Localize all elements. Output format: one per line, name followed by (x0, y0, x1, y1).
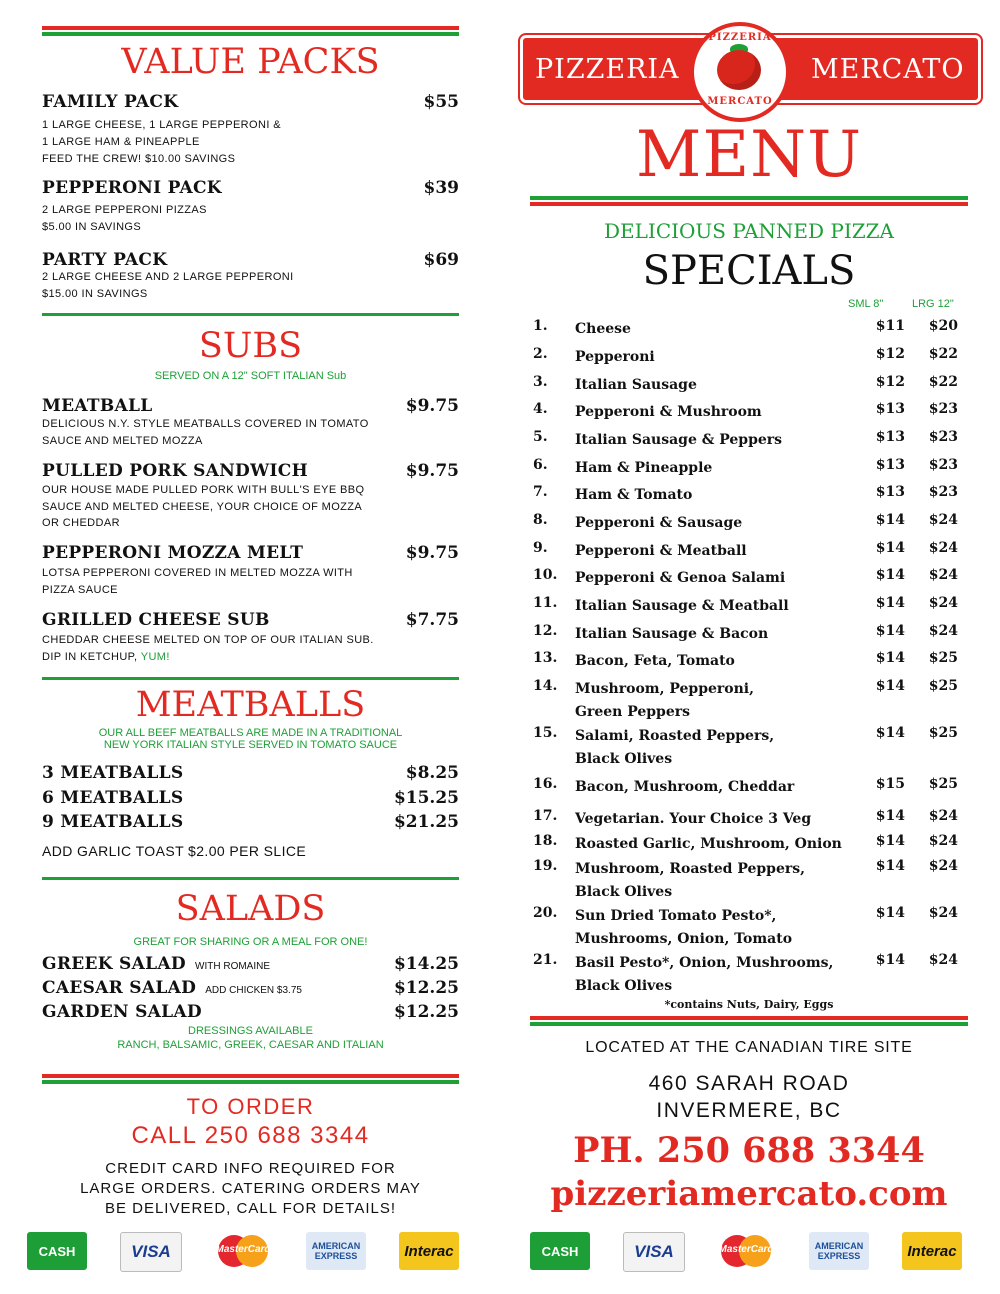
salad-price: $12.25 (393, 978, 459, 998)
specials-title: SPECIALS (642, 248, 856, 294)
special-name-line: Green Peppers (575, 704, 691, 720)
divider (42, 313, 459, 316)
special-name-line: Salami, Roasted Peppers, (575, 728, 775, 744)
item-price: $9.75 (405, 396, 459, 416)
special-name-line: Vegetarian. Your Choice 3 Veg (575, 811, 812, 827)
special-number: 14. (533, 678, 558, 694)
item-desc: DELICIOUS N.Y. STYLE MEATBALLS COVERED IN TOMATO (42, 418, 369, 430)
special-price-small: $14 (875, 512, 905, 528)
special-name (575, 484, 845, 507)
special-number: 18. (533, 833, 558, 849)
special-number: 9. (533, 540, 548, 556)
item-desc: LOTSA PEPPERONI COVERED IN MELTED MOZZA WITH (42, 567, 353, 579)
special-price-large: $25 (928, 650, 958, 666)
item-desc: 2 LARGE PEPPERONI PIZZAS (42, 204, 207, 216)
special-row (530, 318, 960, 338)
special-number: 20. (533, 905, 558, 921)
address-line-2: INVERMERE, BC (656, 1099, 842, 1122)
mastercard-icon (213, 1232, 273, 1270)
special-number: 7. (533, 484, 548, 500)
special-price-large: $24 (928, 540, 958, 556)
salad-price: $12.25 (393, 1002, 459, 1022)
item-desc: SAUCE AND MELTED CHEESE, YOUR CHOICE OF MOZZA (42, 501, 363, 513)
item-name: PULLED PORK SANDWICH (42, 461, 308, 481)
item-desc: CHEDDAR CHEESE MELTED ON TOP OF OUR ITALIAN SUB. (42, 634, 374, 646)
menu-stripe (530, 196, 968, 206)
special-price-small: $14 (875, 567, 905, 583)
divider (42, 877, 459, 880)
special-price-large: $23 (928, 484, 958, 500)
item-desc: 1 LARGE HAM & PINEAPPLE (42, 136, 200, 148)
item-desc: 1 LARGE CHEESE, 1 LARGE PEPPERONI & (42, 119, 281, 131)
logo-tomato-emblem (690, 22, 790, 122)
special-name-line: Pepperoni (575, 349, 655, 365)
order-info-2: LARGE ORDERS. CATERING ORDERS MAY (80, 1180, 421, 1197)
amex-label-2: EXPRESS (314, 1251, 358, 1261)
special-price-large: $25 (928, 725, 958, 741)
special-number: 13. (533, 650, 558, 666)
special-price-large: $24 (928, 858, 958, 874)
special-name-line: Mushrooms, Onion, Tomato (575, 931, 793, 947)
salads-title: SALADS (175, 889, 326, 929)
item-name: MEATBALL (42, 396, 153, 416)
order-line-2: CALL 250 688 3344 (131, 1122, 370, 1149)
meatball-item-name: 3 MEATBALLS (42, 763, 184, 783)
item-desc: PIZZA SAUCE (42, 584, 118, 596)
visa-icon: VISA (120, 1232, 182, 1272)
special-price-small: $13 (875, 401, 905, 417)
special-price-small: $14 (875, 952, 905, 968)
item-desc: 2 LARGE CHEESE AND 2 LARGE PEPPERONI (42, 271, 294, 283)
specials-footnote: *contains Nuts, Dairy, Eggs (664, 998, 834, 1011)
mastercard-icon (716, 1232, 776, 1270)
subs-title: SUBS (198, 326, 303, 366)
special-price-large: $22 (928, 374, 958, 390)
special-number: 15. (533, 725, 558, 741)
logo-left-text: PIZZERIA (535, 54, 680, 85)
special-price-small: $12 (875, 374, 905, 390)
item-name: PEPPERONI MOZZA MELT (42, 543, 304, 563)
special-row (530, 457, 960, 477)
special-name-line: Italian Sausage (575, 377, 697, 393)
top-stripe-left (42, 26, 459, 36)
special-number: 3. (533, 374, 548, 390)
special-name-line: Ham & Tomato (575, 487, 693, 503)
divider (42, 677, 459, 680)
special-name-line: Ham & Pineapple (575, 460, 713, 476)
special-price-small: $14 (875, 540, 905, 556)
meatballs-subtitle-1: OUR ALL BEEF MEATBALLS ARE MADE IN A TRADITIONAL (98, 727, 403, 739)
mastercard-label: MasterCard (718, 1244, 774, 1255)
special-price-large: $23 (928, 457, 958, 473)
salad-suffix: WITH ROMAINE (195, 961, 271, 972)
salads-subtitle: GREAT FOR SHARING OR A MEAL FOR ONE! (133, 936, 368, 948)
special-number: 4. (533, 401, 548, 417)
special-name (575, 776, 845, 799)
bottom-stripe-left (42, 1074, 459, 1084)
meatballs-title: MEATBALLS (135, 685, 366, 725)
col-header-small: SML 8" (848, 298, 884, 310)
amex-label-1: AMERICAN (814, 1241, 864, 1251)
special-number: 5. (533, 429, 548, 445)
special-row (530, 401, 960, 421)
item-name: PARTY PACK (42, 250, 168, 270)
logo-circle-top: PIZZERIA (708, 32, 772, 43)
special-price-large: $20 (928, 318, 958, 334)
special-number: 12. (533, 623, 558, 639)
special-row (530, 429, 960, 449)
special-number: 17. (533, 808, 558, 824)
specials-tagline: DELICIOUS PANNED PIZZA (604, 219, 894, 243)
special-price-small: $11 (875, 318, 905, 334)
special-row (530, 833, 960, 853)
special-price-large: $22 (928, 346, 958, 362)
subs-subtitle: SERVED ON A 12" SOFT ITALIAN Sub (154, 370, 347, 382)
item-price: $39 (423, 178, 459, 198)
location-site: LOCATED AT THE CANADIAN TIRE SITE (585, 1039, 913, 1056)
item-name: FAMILY PACK (42, 92, 179, 112)
special-name-line: Black Olives (575, 978, 673, 994)
special-row (530, 540, 960, 560)
special-name (575, 429, 845, 452)
special-number: 2. (533, 346, 548, 362)
special-name (575, 567, 845, 590)
special-row (530, 776, 960, 796)
special-number: 11. (533, 595, 558, 611)
amex-label-2: EXPRESS (817, 1251, 861, 1261)
special-price-large: $23 (928, 429, 958, 445)
item-price: $9.75 (405, 461, 459, 481)
special-name-line: Mushroom, Pepperoni, (575, 681, 754, 697)
special-name-line: Roasted Garlic, Mushroom, Onion (575, 836, 842, 852)
interac-icon: Interac (399, 1232, 459, 1270)
special-name-line: Pepperoni & Mushroom (575, 404, 762, 420)
special-name (575, 952, 845, 998)
special-name-line: Bacon, Mushroom, Cheddar (575, 779, 795, 795)
special-row (530, 650, 960, 670)
special-row (530, 484, 960, 504)
special-name-line: Mushroom, Roasted Peppers, (575, 861, 805, 877)
address-line-1: 460 SARAH ROAD (648, 1072, 850, 1095)
interac-icon: Interac (902, 1232, 962, 1270)
special-name (575, 374, 845, 397)
special-number: 1. (533, 318, 548, 334)
special-price-small: $13 (875, 484, 905, 500)
salad-caesar (42, 978, 459, 998)
special-name-line: Pepperoni & Sausage (575, 515, 743, 531)
special-price-large: $24 (928, 952, 958, 968)
special-row (530, 512, 960, 532)
salad-name: GREEK SALAD (42, 954, 186, 974)
special-name (575, 318, 845, 341)
special-number: 16. (533, 776, 558, 792)
dressings-label: DRESSINGS AVAILABLE (188, 1025, 313, 1037)
order-info-3: BE DELIVERED, CALL FOR DETAILS! (104, 1200, 397, 1217)
dressings-list: RANCH, BALSAMIC, GREEK, CAESAR AND ITALIAN (117, 1039, 384, 1051)
item-desc: $5.00 IN SAVINGS (42, 221, 142, 233)
special-price-small: $14 (875, 595, 905, 611)
special-row (530, 595, 960, 615)
special-name-line: Pepperoni & Genoa Salami (575, 570, 786, 586)
special-price-large: $24 (928, 567, 958, 583)
meatball-item-price: $21.25 (393, 812, 459, 832)
item-price: $69 (423, 250, 459, 270)
mastercard-label: MasterCard (215, 1244, 271, 1255)
special-number: 6. (533, 457, 548, 473)
special-name (575, 512, 845, 535)
amex-label-1: AMERICAN (311, 1241, 361, 1251)
item-desc-last (42, 649, 170, 666)
special-row (530, 623, 960, 643)
special-name-line: Sun Dried Tomato Pesto*, (575, 908, 777, 924)
item-desc: SAUCE AND MELTED MOZZA (42, 435, 203, 447)
item-desc-yum: YUM! (140, 651, 170, 663)
special-number: 21. (533, 952, 558, 968)
item-name: GRILLED CHEESE SUB (42, 610, 270, 630)
cash-icon: CASH (27, 1232, 87, 1270)
meatball-item-name: 9 MEATBALLS (42, 812, 184, 832)
meatball-item-price: $15.25 (393, 788, 459, 808)
item-price: $55 (423, 92, 459, 112)
special-price-large: $24 (928, 905, 958, 921)
visa-icon: VISA (623, 1232, 685, 1272)
special-name (575, 623, 845, 646)
special-price-large: $24 (928, 512, 958, 528)
special-price-small: $14 (875, 725, 905, 741)
salad-price: $14.25 (393, 954, 459, 974)
special-price-large: $23 (928, 401, 958, 417)
special-name (575, 650, 845, 673)
special-price-large: $24 (928, 623, 958, 639)
item-desc: OUR HOUSE MADE PULLED PORK WITH BULL'S EYE BBQ (42, 484, 365, 496)
special-name (575, 678, 845, 724)
cash-icon: CASH (530, 1232, 590, 1270)
meatballs-note: ADD GARLIC TOAST $2.00 PER SLICE (42, 843, 307, 859)
special-price-small: $14 (875, 833, 905, 849)
special-price-large: $25 (928, 776, 958, 792)
salad-garden (42, 1002, 459, 1022)
special-row (530, 725, 960, 767)
special-name (575, 725, 845, 771)
special-name-line: Italian Sausage & Bacon (575, 626, 769, 642)
special-name-line: Black Olives (575, 884, 673, 900)
special-price-small: $14 (875, 650, 905, 666)
special-row (530, 858, 960, 900)
meatball-item-price: $8.25 (405, 763, 459, 783)
special-name-line: Basil Pesto*, Onion, Mushrooms, (575, 955, 834, 971)
logo-right-text: MERCATO (811, 54, 965, 85)
amex-icon (306, 1232, 366, 1270)
special-row (530, 952, 960, 994)
phone-number: PH. 250 688 3344 (573, 1130, 925, 1171)
special-row (530, 567, 960, 587)
order-line-1: TO ORDER (186, 1094, 315, 1119)
special-name (575, 401, 845, 424)
special-name-line: Italian Sausage & Meatball (575, 598, 789, 614)
special-number: 19. (533, 858, 558, 874)
item-price: $9.75 (405, 543, 459, 563)
meatballs-subtitle-2: NEW YORK ITALIAN STYLE SERVED IN TOMATO SAUCE (103, 739, 398, 751)
special-price-large: $24 (928, 833, 958, 849)
special-name (575, 858, 845, 904)
location-stripe (530, 1016, 968, 1026)
special-price-small: $14 (875, 905, 905, 921)
salad-suffix: ADD CHICKEN $3.75 (205, 985, 302, 996)
special-row (530, 905, 960, 947)
order-info-1: CREDIT CARD INFO REQUIRED FOR (105, 1160, 396, 1177)
tomato-icon (717, 50, 761, 90)
special-price-small: $12 (875, 346, 905, 362)
special-price-small: $14 (875, 623, 905, 639)
special-price-small: $14 (875, 678, 905, 694)
special-name-line: Italian Sausage & Peppers (575, 432, 783, 448)
special-number: 10. (533, 567, 558, 583)
special-name-line: Cheese (575, 321, 631, 337)
special-name (575, 905, 845, 951)
special-name (575, 808, 845, 831)
menu-title: MENU (635, 118, 863, 192)
item-desc: $15.00 IN SAVINGS (42, 288, 148, 300)
special-price-large: $24 (928, 808, 958, 824)
amex-icon (809, 1232, 869, 1270)
special-number: 8. (533, 512, 548, 528)
item-price: $7.75 (405, 610, 459, 630)
website-link[interactable]: pizzeriamercato.com (550, 1174, 948, 1214)
special-price-small: $13 (875, 429, 905, 445)
salad-name: GARDEN SALAD (42, 1002, 202, 1022)
special-name (575, 833, 845, 856)
special-name (575, 457, 845, 480)
special-row (530, 678, 960, 720)
logo-circle-bottom: MERCATO (707, 96, 773, 107)
special-name (575, 595, 845, 618)
special-price-small: $13 (875, 457, 905, 473)
special-price-large: $24 (928, 595, 958, 611)
value-packs-title: VALUE PACKS (121, 42, 380, 82)
special-row (530, 374, 960, 394)
item-name: PEPPERONI PACK (42, 178, 222, 198)
item-desc: OR CHEDDAR (42, 517, 120, 529)
special-name (575, 540, 845, 563)
special-price-small: $15 (875, 776, 905, 792)
special-price-small: $14 (875, 858, 905, 874)
salad-greek (42, 954, 459, 974)
special-row (530, 346, 960, 366)
special-price-small: $14 (875, 808, 905, 824)
salad-name: CAESAR SALAD (42, 978, 197, 998)
special-name (575, 346, 845, 369)
item-desc: FEED THE CREW! $10.00 SAVINGS (42, 153, 236, 165)
special-name-line: Bacon, Feta, Tomato (575, 653, 735, 669)
meatball-item-name: 6 MEATBALLS (42, 788, 184, 808)
special-row (530, 808, 960, 828)
special-name-line: Black Olives (575, 751, 673, 767)
special-price-large: $25 (928, 678, 958, 694)
col-header-large: LRG 12" (912, 298, 954, 310)
special-name-line: Pepperoni & Meatball (575, 543, 747, 559)
item-desc-text: DIP IN KETCHUP, (42, 651, 138, 663)
